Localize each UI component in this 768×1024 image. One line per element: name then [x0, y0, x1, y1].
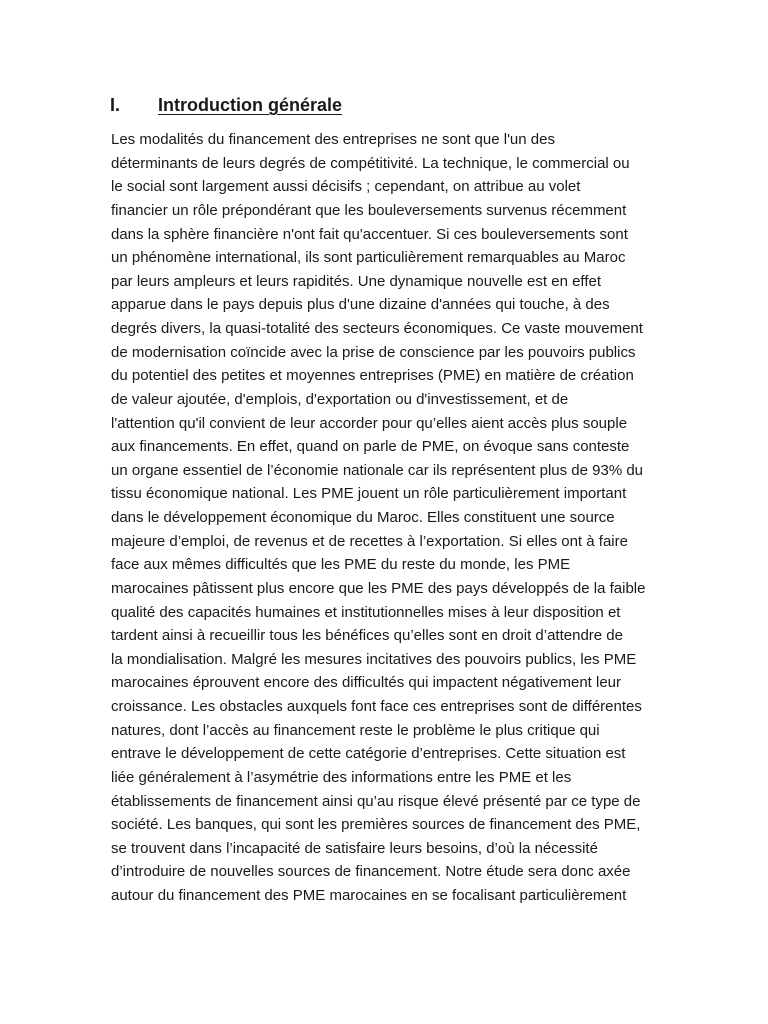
- paragraph-line: l'attention qu'il convient de leur accorder pour qu’elles aient accès plus souple: [111, 414, 628, 432]
- paragraph-line: du potentiel des petites et moyennes entreprises (PME) en matière de création: [111, 367, 634, 385]
- section-heading: [110, 94, 342, 116]
- paragraph-line: liée généralement à l’asymétrie des informations entre les PME et les: [111, 768, 572, 786]
- paragraph-line: financier un rôle prépondérant que les bouleversements survenus récemment: [111, 201, 627, 219]
- paragraph-line: tissu économique national. Les PME jouent un rôle particulièrement important: [111, 485, 627, 503]
- paragraph-line: la mondialisation. Malgré les mesures incitatives des pouvoirs publics, les PME: [111, 650, 637, 668]
- paragraph-line: qualité des capacités humaines et institutionnelles mises à leur disposition et: [111, 603, 621, 621]
- paragraph-line: tardent ainsi à recueillir tous les bénéfices qu’elles sont en droit d’attendre de: [111, 627, 623, 645]
- paragraph-line: natures, dont l’accès au financement reste le problème le plus critique qui: [111, 721, 600, 739]
- paragraph-line: dans le développement économique du Maroc. Elles constituent une source: [111, 509, 615, 526]
- paragraph-line: degrés divers, la quasi-totalité des secteurs économiques. Ce vaste mouvement: [111, 320, 643, 337]
- paragraph-line: entrave le développement de cette catégorie d’entreprises. Cette situation est: [111, 745, 626, 763]
- section-title: Introduction générale: [158, 95, 343, 115]
- paragraph-line: aux financements. En effet, quand on parle de PME, on évoque sans conteste: [111, 438, 630, 456]
- paragraph-line: un phénomène international, ils sont particulièrement remarquables au Maroc: [111, 249, 626, 267]
- paragraph-line: déterminants de leurs degrés de compétitivité. La technique, le commercial ou: [111, 154, 630, 172]
- paragraph-line: un organe essentiel de l’économie nationale car ils représentent plus de 93% du: [111, 461, 644, 479]
- paragraph-line: marocaines éprouvent encore des difficultés qui impactent négativement leur: [111, 674, 622, 692]
- paragraph-line: autour du financement des PME marocaines en se focalisant particulièrement: [111, 887, 627, 904]
- body-paragraph: [111, 128, 681, 908]
- paragraph-line: se trouvent dans l’incapacité de satisfaire leurs besoins, d’où la nécessité: [111, 839, 598, 857]
- paragraph-line: société. Les banques, qui sont les premières sources de financement des PME,: [111, 816, 641, 834]
- paragraph-line: croissance. Les obstacles auxquels font face ces entreprises sont de différentes: [111, 698, 642, 715]
- paragraph-line: d’introduire de nouvelles sources de financement. Notre étude sera donc axée: [111, 863, 631, 881]
- paragraph-line: établissements de financement ainsi qu’au risque élevé présenté par ce type de: [111, 792, 641, 810]
- paragraph-line: de modernisation coïncide avec la prise de conscience par les pouvoirs publics: [111, 343, 636, 361]
- paragraph-line: majeure d’emploi, de revenus et de recettes à l’exportation. Si elles ont à faire: [111, 532, 628, 550]
- paragraph-line: de valeur ajoutée, d'emplois, d'exportation ou d'investissement, et de: [111, 390, 569, 408]
- paragraph-line: Les modalités du financement des entreprises ne sont que l'un des: [111, 131, 555, 148]
- paragraph-line: face aux mêmes difficultés que les PME du reste du monde, les PME: [111, 556, 571, 574]
- section-number: I.: [110, 95, 121, 115]
- paragraph-line: par leurs ampleurs et leurs rapidités. Une dynamique nouvelle est en effet: [111, 272, 601, 290]
- paragraph-line: apparue dans le pays depuis plus d'une dizaine d'années qui touche, à des: [111, 296, 610, 314]
- paragraph-line: marocaines pâtissent plus encore que les PME des pays développés de la faible: [111, 579, 646, 597]
- paragraph-line: le social sont largement aussi décisifs ; cependant, on attribue au volet: [111, 178, 581, 196]
- paragraph-line: dans la sphère financière n'ont fait qu'accentuer. Si ces bouleversements sont: [111, 225, 628, 243]
